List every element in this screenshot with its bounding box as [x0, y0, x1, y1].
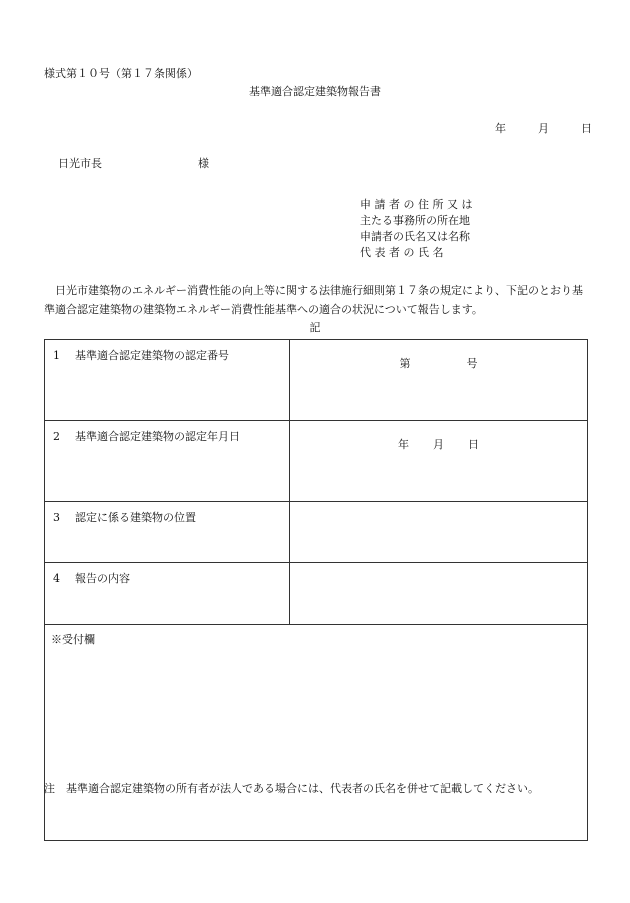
report-table: [44, 339, 588, 841]
addressee-name: 日光市長: [58, 157, 102, 170]
ki-heading: 記: [309, 321, 321, 334]
representative-name-label: 代 表 者 の 氏 名: [360, 246, 444, 259]
date-day-label: 日: [581, 122, 592, 135]
building-location-label: 3 認定に係る建築物の位置: [45, 502, 290, 563]
table-row: [45, 421, 588, 502]
applicant-name-label: 申請者の氏名又は名称: [360, 230, 470, 243]
applicant-address-label: 申 請 者 の 住 所 又 は: [360, 198, 473, 211]
table-row: [45, 625, 588, 841]
table-row: [45, 563, 588, 625]
applicant-fields: [360, 197, 472, 261]
footnote: 注 基準適合認定建築物の所有者が法人である場合には、代表者の氏名を併せて記載してください。: [44, 782, 539, 795]
document-title: 基準適合認定建築物報告書: [249, 85, 381, 98]
building-location-field[interactable]: [290, 502, 588, 563]
applicant-office-label: 主たる事務所の所在地: [360, 214, 470, 227]
certification-date-field[interactable]: 年 月 日: [290, 421, 588, 502]
table-row: [45, 340, 588, 421]
report-content-field[interactable]: [290, 563, 588, 625]
certification-number-field[interactable]: 第 号: [290, 340, 588, 421]
date-year-label: 年: [495, 122, 506, 135]
reception-field: ※受付欄: [45, 625, 588, 841]
date-month-label: 月: [538, 122, 549, 135]
certification-number-label: 1 基準適合認定建築物の認定番号: [45, 340, 290, 421]
date-line: [495, 123, 592, 134]
table-row: [45, 502, 588, 563]
body-text: 日光市建築物のエネルギー消費性能の向上等に関する法律施行細則第１７条の規定により、下記のとおり基準適合認定建築物の建築物エネルギー消費性能基準への適合の状況について報告します。: [44, 284, 583, 316]
report-content-label: 4 報告の内容: [45, 563, 290, 625]
addressee-honorific: 様: [198, 157, 209, 170]
certification-date-label: 2 基準適合認定建築物の認定年月日: [45, 421, 290, 502]
form-number: 様式第１０号（第１７条関係）: [44, 67, 198, 80]
